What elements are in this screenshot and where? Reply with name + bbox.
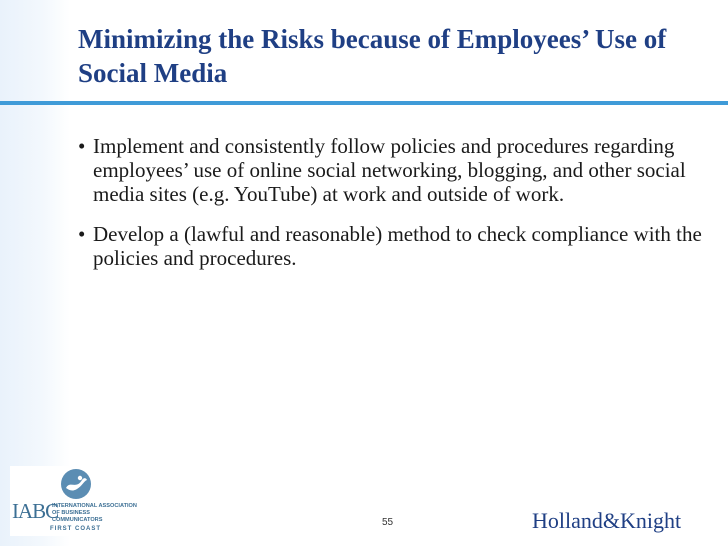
bullet-list	[78, 134, 708, 286]
iabc-emblem-icon	[60, 468, 92, 500]
bullet-text: Develop a (lawful and reasonable) method to check compliance with the policies and procedures.	[93, 222, 702, 270]
holland-knight-logo: Holland&Knight	[532, 508, 682, 533]
bullet-item	[78, 222, 708, 270]
bullet-item	[78, 134, 708, 206]
bullet-marker: •	[78, 134, 86, 158]
title-divider	[0, 101, 728, 105]
slide-title: Minimizing the Risks because of Employees’ Use of Social Media	[78, 24, 667, 88]
iabc-logo	[10, 466, 139, 536]
bullet-marker: •	[78, 222, 86, 246]
iabc-logo-text: IABC	[12, 499, 59, 523]
iabc-logo-chapter: FIRST COAST	[50, 526, 101, 532]
page-number: 55	[382, 517, 394, 528]
bullet-text: Implement and consistently follow policies and procedures regarding employees’ use of online social networking, blogging, and other social media sites (e.g. YouTube) at work and outside of work.	[93, 134, 686, 206]
iabc-logo-subtitle: INTERNATIONAL ASSOCIATION OF BUSINESS COMMUNICATORS	[52, 503, 137, 523]
left-background-strip	[0, 0, 70, 546]
